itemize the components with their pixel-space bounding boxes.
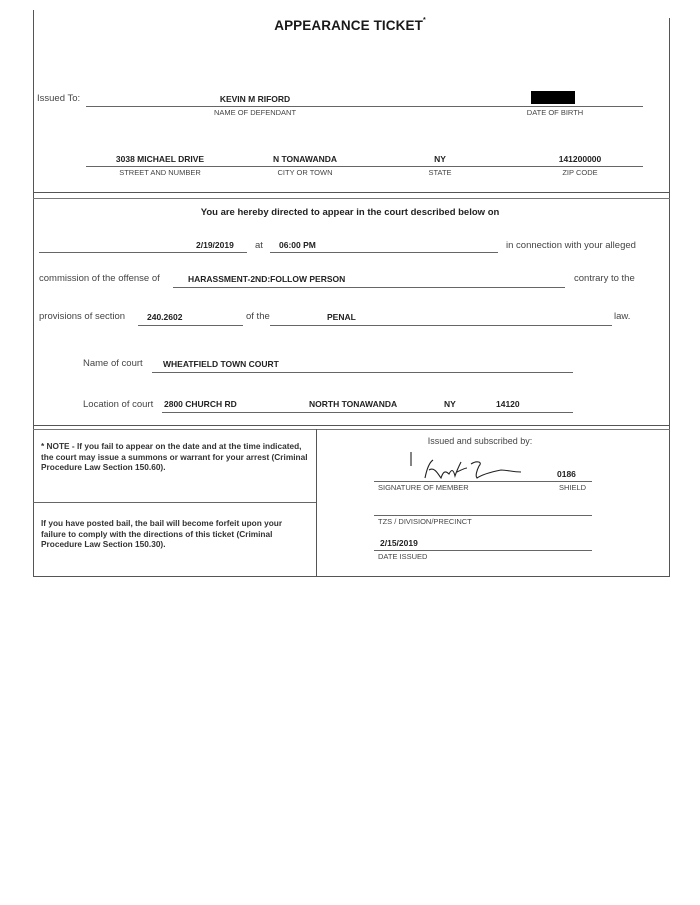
time-line [270,252,498,253]
address-line [86,166,643,167]
section-divider-top [33,192,670,193]
bail-forfeit-note: If you have posted bail, the bail will become forfeit upon your failure to comply with the directions of this ticket (Criminal Procedure Law Section 150.30). [41,518,283,549]
lower-divider-bottom [33,429,670,430]
issued-to-line [86,106,643,107]
title-footnote-mark: * [422,17,426,24]
city-caption: CITY OR TOWN [277,168,333,177]
page-title [0,18,700,33]
defendant-name: KEVIN M RIFORD [219,94,291,104]
court-zip: 14120 [496,399,520,409]
contrary-text: contrary to the [574,273,635,284]
commission-label: commission of the offense of [39,273,160,284]
frame-bottom-border [33,576,670,577]
court-name-line [152,372,573,373]
signature-line [374,481,592,482]
street-caption: STREET AND NUMBER [119,168,201,177]
connection-text: in connection with your alleged [506,240,636,251]
precinct-line [374,515,592,516]
lower-column-divider [316,429,317,577]
name-of-defendant-caption: NAME OF DEFENDANT [213,108,297,117]
offense-line [173,287,565,288]
law-line [270,325,612,326]
precinct-caption: TZS / DIVISION/PRECINCT [378,517,472,526]
appearance-directive: You are hereby directed to appear in the court described below on [200,207,500,218]
lower-divider-top [33,425,670,426]
date-issued-line [374,550,592,551]
defendant-city: N TONAWANDA [272,154,338,164]
date-issued: 2/15/2019 [380,538,418,548]
notes-divider [33,502,316,503]
law-label: law. [614,311,631,322]
issued-by-heading: Issued and subscribed by: [427,436,533,446]
section-divider-bottom [33,198,670,199]
court-location-label: Location of court [83,399,154,410]
failure-to-appear-note: * NOTE - If you fail to appear on the date and at the time indicated, the court may issue a summons or warrant for your arrest (Criminal Procedure Law Section 150.60). [41,441,308,472]
at-label: at [255,240,263,251]
date-of-birth-caption: DATE OF BIRTH [526,108,584,117]
frame-right-border [669,18,670,577]
frame-left-border [33,10,34,577]
issued-to-label: Issued To: [37,93,81,104]
section-line [138,325,243,326]
signature-caption: SIGNATURE OF MEMBER [378,483,469,492]
court-location-line [162,412,573,413]
defendant-state: NY [434,154,446,164]
state-caption: STATE [428,168,452,177]
defendant-street: 3038 MICHAEL DRIVE [115,154,205,164]
date-issued-caption: DATE ISSUED [378,552,428,561]
court-city: NORTH TONAWANDA [309,399,398,409]
law-name: PENAL [327,312,356,322]
date-of-birth-redaction [531,91,575,104]
court-street: 2800 CHURCH RD [164,399,237,409]
offense: HARASSMENT-2ND:FOLLOW PERSON [188,274,346,284]
officer-signature [405,448,525,484]
court-name-label: Name of court [83,358,143,369]
appearance-time: 06:00 PM [279,240,316,250]
shield-number: 0186 [557,469,576,479]
appearance-date: 2/19/2019 [196,240,234,250]
court-state: NY [444,399,456,409]
provisions-label: provisions of section [39,311,126,322]
date-line [39,252,247,253]
title-text: APPEARANCE TICKET [274,18,423,33]
shield-caption: SHIELD [559,483,587,492]
defendant-zip: 141200000 [558,154,602,164]
court-name: WHEATFIELD TOWN COURT [163,359,279,369]
of-the-label: of the [246,311,270,322]
section-number: 240.2602 [147,312,183,322]
zip-caption: ZIP CODE [562,168,598,177]
